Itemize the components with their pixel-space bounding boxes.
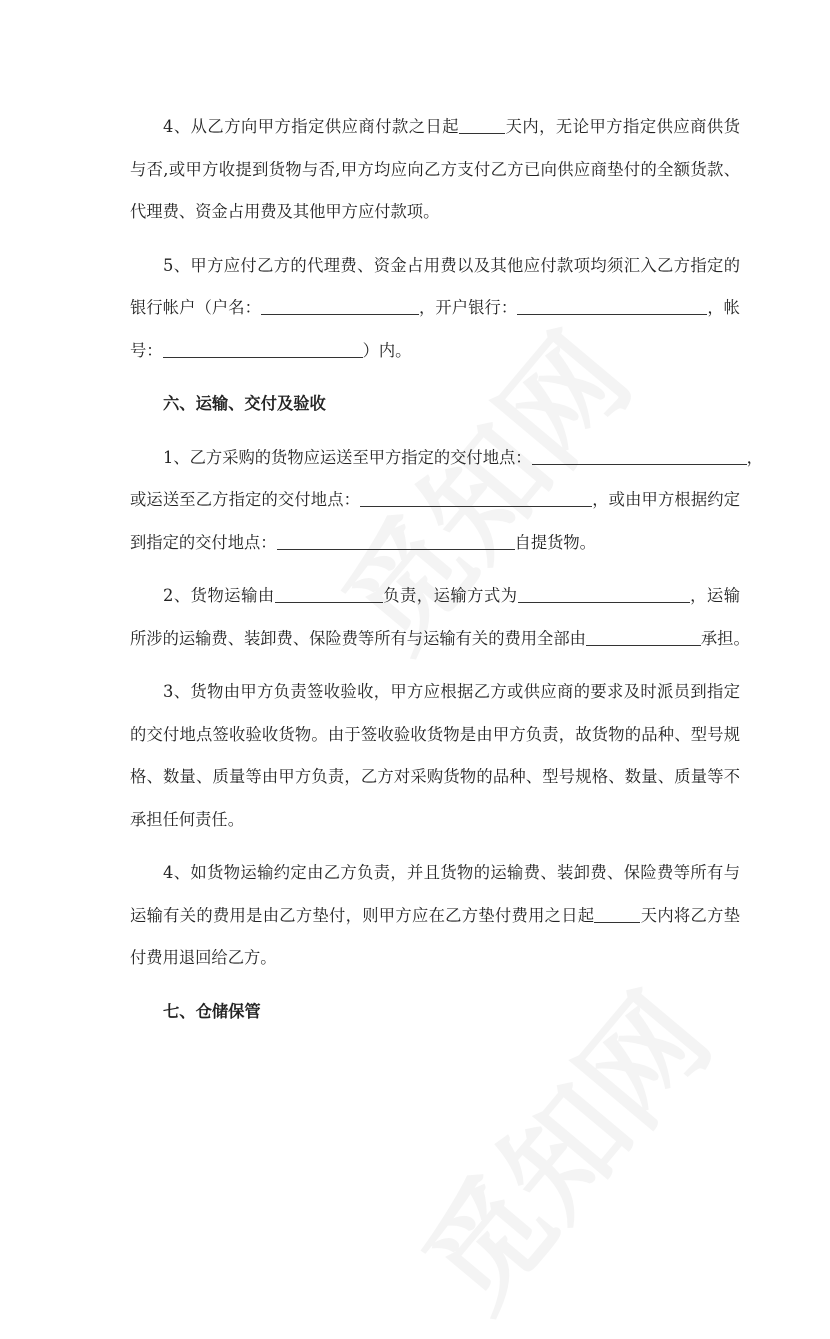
clause-3-inspection <box>130 677 740 847</box>
text: 天内将乙方垫 <box>640 905 740 925</box>
clause-2-transport <box>130 581 750 666</box>
text: ， <box>746 447 763 467</box>
text: 2、货物运输由 <box>163 586 275 605</box>
account-name-blank[interactable] <box>261 296 419 315</box>
section-heading-6: 六、运输、交付及验收 <box>163 394 326 413</box>
text: ，或由甲方根据约定 <box>592 490 740 509</box>
text: 或运送至乙方指定的交付地点： <box>130 490 361 509</box>
document-page <box>130 112 763 1050</box>
text: 号： <box>130 340 163 360</box>
clause-4-payment <box>130 112 740 240</box>
delivery-place-blank[interactable] <box>277 531 515 550</box>
text: 付费用退回给乙方。 <box>130 948 277 967</box>
text: 代理费、资金占用费及其他甲方应付款项。 <box>130 202 440 221</box>
days-blank[interactable] <box>594 904 640 923</box>
text: ，运输 <box>689 586 740 605</box>
text: 承担。 <box>700 628 750 648</box>
text: 5、甲方应付乙方的代理费、资金占用费以及其他应付款项均须汇入乙方指定的 <box>163 255 740 275</box>
text: 格、数量、质量等由甲方负责，乙方对采购货物的品种、型号规格、数量、质量等不 <box>130 767 740 786</box>
days-blank[interactable] <box>459 115 505 134</box>
text: 承担任何责任。 <box>130 809 244 829</box>
text: ，帐 <box>707 298 740 317</box>
text: 运输有关的费用是由乙方垫付，则甲方应在乙方垫付费用之日起 <box>130 905 595 925</box>
text: 4、如货物运输约定由乙方负责，并且货物的运输费、装卸费、保险费等所有与 <box>163 863 740 882</box>
text: 天内，无论甲方指定供应商供货 <box>505 117 740 136</box>
text: 3、货物由甲方负责签收验收，甲方应根据乙方或供应商的要求及时派员到指定 <box>163 682 740 701</box>
text: 负责，运输方式为 <box>382 586 518 605</box>
text: 银行帐户（户名： <box>130 298 261 317</box>
clause-4-reimbursement <box>130 858 740 986</box>
cost-bearer-blank[interactable] <box>586 627 701 646</box>
text: 自提货物。 <box>514 532 596 552</box>
clause-1-delivery <box>130 443 763 571</box>
text: 到指定的交付地点： <box>130 532 277 552</box>
text: 所涉的运输费、装卸费、保险费等所有与运输有关的费用全部由 <box>130 628 586 648</box>
responsible-party-blank[interactable] <box>275 584 383 603</box>
text: 1、乙方采购的货物应运送至甲方指定的交付地点： <box>163 447 532 467</box>
delivery-place-blank[interactable] <box>532 446 747 465</box>
bank-blank[interactable] <box>517 296 707 315</box>
text: ）内。 <box>362 340 412 360</box>
delivery-place-blank[interactable] <box>360 488 592 507</box>
text: ，开户银行： <box>418 298 518 317</box>
text: 4、从乙方向甲方指定供应商付款之日起 <box>163 117 460 136</box>
clause-5-bank-account <box>130 251 740 379</box>
transport-method-blank[interactable] <box>518 584 690 603</box>
text: 与否,或甲方收提到货物与否,甲方均应向乙方支付乙方已向供应商垫付的全额货款、 <box>130 159 740 179</box>
text: 的交付地点签收验收货物。由于签收验收货物是由甲方负责，故货物的品种、型号规 <box>130 724 740 744</box>
account-number-blank[interactable] <box>163 339 363 358</box>
section-heading-7: 七、仓储保管 <box>163 1001 261 1021</box>
